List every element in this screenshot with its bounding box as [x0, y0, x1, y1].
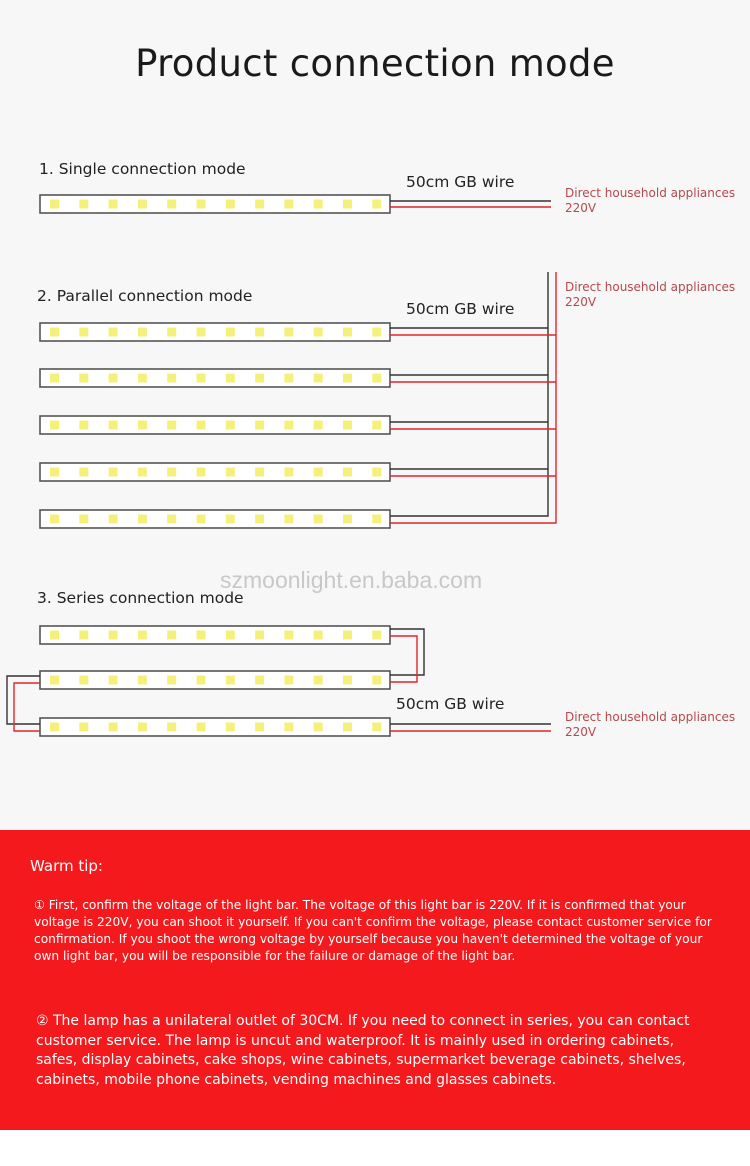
led-chip: [226, 468, 235, 477]
led-chip: [372, 421, 381, 430]
led-chip: [197, 515, 206, 524]
led-chip: [343, 200, 352, 209]
led-chip: [79, 631, 88, 640]
led-chip: [284, 328, 293, 337]
led-chip: [79, 200, 88, 209]
parallel-voltage-text: 220V: [565, 295, 597, 309]
led-chip: [284, 723, 293, 732]
led-chip: [50, 374, 59, 383]
led-chip: [197, 676, 206, 685]
led-chip: [255, 200, 264, 209]
led-chip: [167, 200, 176, 209]
watermark: szmoonlight.en.baba.com: [220, 567, 483, 593]
led-strip-parallel-1: [40, 323, 390, 341]
led-strip-parallel-5: [40, 510, 390, 528]
led-chip: [197, 374, 206, 383]
led-chip: [372, 468, 381, 477]
warm-tip-title: Warm tip:: [30, 857, 103, 875]
led-chip: [343, 631, 352, 640]
led-chip: [314, 200, 323, 209]
series-wire-label: 50cm GB wire: [396, 695, 505, 713]
led-chip: [50, 468, 59, 477]
single-wires: [390, 201, 551, 207]
series-appliance-text: Direct household appliances: [565, 710, 736, 724]
led-chip: [109, 200, 118, 209]
led-chip: [79, 515, 88, 524]
led-strip-body: [40, 718, 390, 736]
led-chip: [255, 374, 264, 383]
single-section-label: 1. Single connection mode: [39, 160, 246, 178]
led-chip: [50, 421, 59, 430]
led-chip: [372, 631, 381, 640]
led-chip: [255, 723, 264, 732]
led-strip-body: [40, 416, 390, 434]
led-chip: [372, 200, 381, 209]
led-strip-body: [40, 463, 390, 481]
led-chip: [314, 676, 323, 685]
led-chip: [255, 515, 264, 524]
led-chip: [255, 631, 264, 640]
parallel-bus-dark: [390, 272, 548, 516]
led-chip: [255, 468, 264, 477]
led-chip: [372, 723, 381, 732]
led-chip: [138, 328, 147, 337]
led-chip: [343, 421, 352, 430]
led-chip: [50, 723, 59, 732]
led-chip: [226, 723, 235, 732]
page-title: Product connection mode: [135, 42, 615, 85]
led-chip: [343, 723, 352, 732]
led-strip-series-1: [40, 626, 390, 644]
led-strip-body: [40, 323, 390, 341]
led-chip: [255, 328, 264, 337]
warm-tip-2: ② The lamp has a unilateral outlet of 30CM. If you need to connect in series, you can contact customer service. The lamp is uncut and waterproof. It is mainly used in ordering cabinets, safes, display cabinets, cake shops, wine cabinets, supermarket beverage cabinets, shelves, cabinets, mobile phone cabinets, vending machines and glasses cabinets.: [36, 1013, 690, 1088]
led-chip: [226, 328, 235, 337]
led-chip: [343, 515, 352, 524]
bottom-strip: [0, 1130, 750, 1166]
led-chip: [109, 468, 118, 477]
led-chip: [138, 421, 147, 430]
led-chip: [197, 200, 206, 209]
led-chip: [197, 723, 206, 732]
led-chip: [314, 374, 323, 383]
parallel-wire-label: 50cm GB wire: [406, 300, 515, 318]
led-chip: [167, 468, 176, 477]
led-chip: [372, 676, 381, 685]
led-strip-body: [40, 626, 390, 644]
led-chip: [284, 200, 293, 209]
led-chip: [138, 631, 147, 640]
led-chip: [167, 328, 176, 337]
led-chip: [138, 200, 147, 209]
led-chip: [138, 374, 147, 383]
led-chip: [314, 723, 323, 732]
led-chip: [284, 374, 293, 383]
led-chip: [314, 421, 323, 430]
led-strip-parallel-3: [40, 416, 390, 434]
led-chip: [50, 515, 59, 524]
led-chip: [255, 676, 264, 685]
single-voltage-text: 220V: [565, 201, 597, 215]
led-strip-single: [40, 195, 390, 213]
led-chip: [167, 631, 176, 640]
led-strip-body: [40, 195, 390, 213]
parallel-section-label: 2. Parallel connection mode: [37, 287, 253, 305]
led-chip: [343, 676, 352, 685]
led-chip: [226, 200, 235, 209]
series-section-label: 3. Series connection mode: [37, 589, 244, 607]
led-strips: [40, 195, 390, 736]
led-chip: [226, 374, 235, 383]
led-chip: [50, 631, 59, 640]
led-chip: [138, 676, 147, 685]
led-chip: [79, 328, 88, 337]
parallel-bus-red: [390, 272, 556, 523]
led-chip: [372, 328, 381, 337]
series-voltage-text: 220V: [565, 725, 597, 739]
led-chip: [284, 421, 293, 430]
led-chip: [226, 676, 235, 685]
led-chip: [167, 515, 176, 524]
led-chip: [79, 723, 88, 732]
single-wire-label: 50cm GB wire: [406, 173, 515, 191]
led-chip: [314, 328, 323, 337]
led-chip: [343, 468, 352, 477]
led-chip: [167, 374, 176, 383]
single-appliance-text: Direct household appliances: [565, 186, 736, 200]
led-strip-body: [40, 510, 390, 528]
led-chip: [79, 676, 88, 685]
led-chip: [138, 515, 147, 524]
led-chip: [109, 723, 118, 732]
led-chip: [109, 515, 118, 524]
led-chip: [372, 515, 381, 524]
parallel-appliance-text: Direct household appliances: [565, 280, 736, 294]
led-chip: [138, 468, 147, 477]
led-chip: [226, 421, 235, 430]
led-strip-series-2: [40, 671, 390, 689]
led-chip: [109, 374, 118, 383]
led-chip: [314, 515, 323, 524]
warm-tip-1: ① First, confirm the voltage of the light bar. The voltage of this light bar is 220V. If it is confirmed that your voltage is 220V, you can shoot it yourself. If you can't confirm the voltage, please contact customer service for confirmation. If you shoot the wrong voltage by yourself because you haven't determined the voltage of your own light bar, you will be responsible for the failure or damage of the light bar.: [34, 898, 712, 963]
led-chip: [226, 515, 235, 524]
led-chip: [197, 421, 206, 430]
led-chip: [314, 468, 323, 477]
led-chip: [197, 328, 206, 337]
led-chip: [50, 328, 59, 337]
warm-tip-panel: [0, 830, 750, 1130]
led-chip: [109, 421, 118, 430]
led-chip: [343, 374, 352, 383]
led-strip-parallel-2: [40, 369, 390, 387]
led-strip-body: [40, 369, 390, 387]
led-chip: [314, 631, 323, 640]
led-chip: [197, 631, 206, 640]
led-chip: [167, 723, 176, 732]
led-chip: [109, 676, 118, 685]
led-chip: [109, 328, 118, 337]
led-strip-parallel-4: [40, 463, 390, 481]
led-strip-body: [40, 671, 390, 689]
led-chip: [372, 374, 381, 383]
led-chip: [50, 200, 59, 209]
led-strip-series-3: [40, 718, 390, 736]
led-chip: [79, 374, 88, 383]
led-chip: [255, 421, 264, 430]
parallel-wires: [390, 272, 556, 523]
led-chip: [284, 676, 293, 685]
led-chip: [50, 676, 59, 685]
led-chip: [284, 468, 293, 477]
led-chip: [167, 421, 176, 430]
led-chip: [167, 676, 176, 685]
led-chip: [138, 723, 147, 732]
led-chip: [79, 421, 88, 430]
led-chip: [79, 468, 88, 477]
led-chip: [109, 631, 118, 640]
led-chip: [284, 631, 293, 640]
led-chip: [226, 631, 235, 640]
led-chip: [343, 328, 352, 337]
led-chip: [284, 515, 293, 524]
led-chip: [197, 468, 206, 477]
